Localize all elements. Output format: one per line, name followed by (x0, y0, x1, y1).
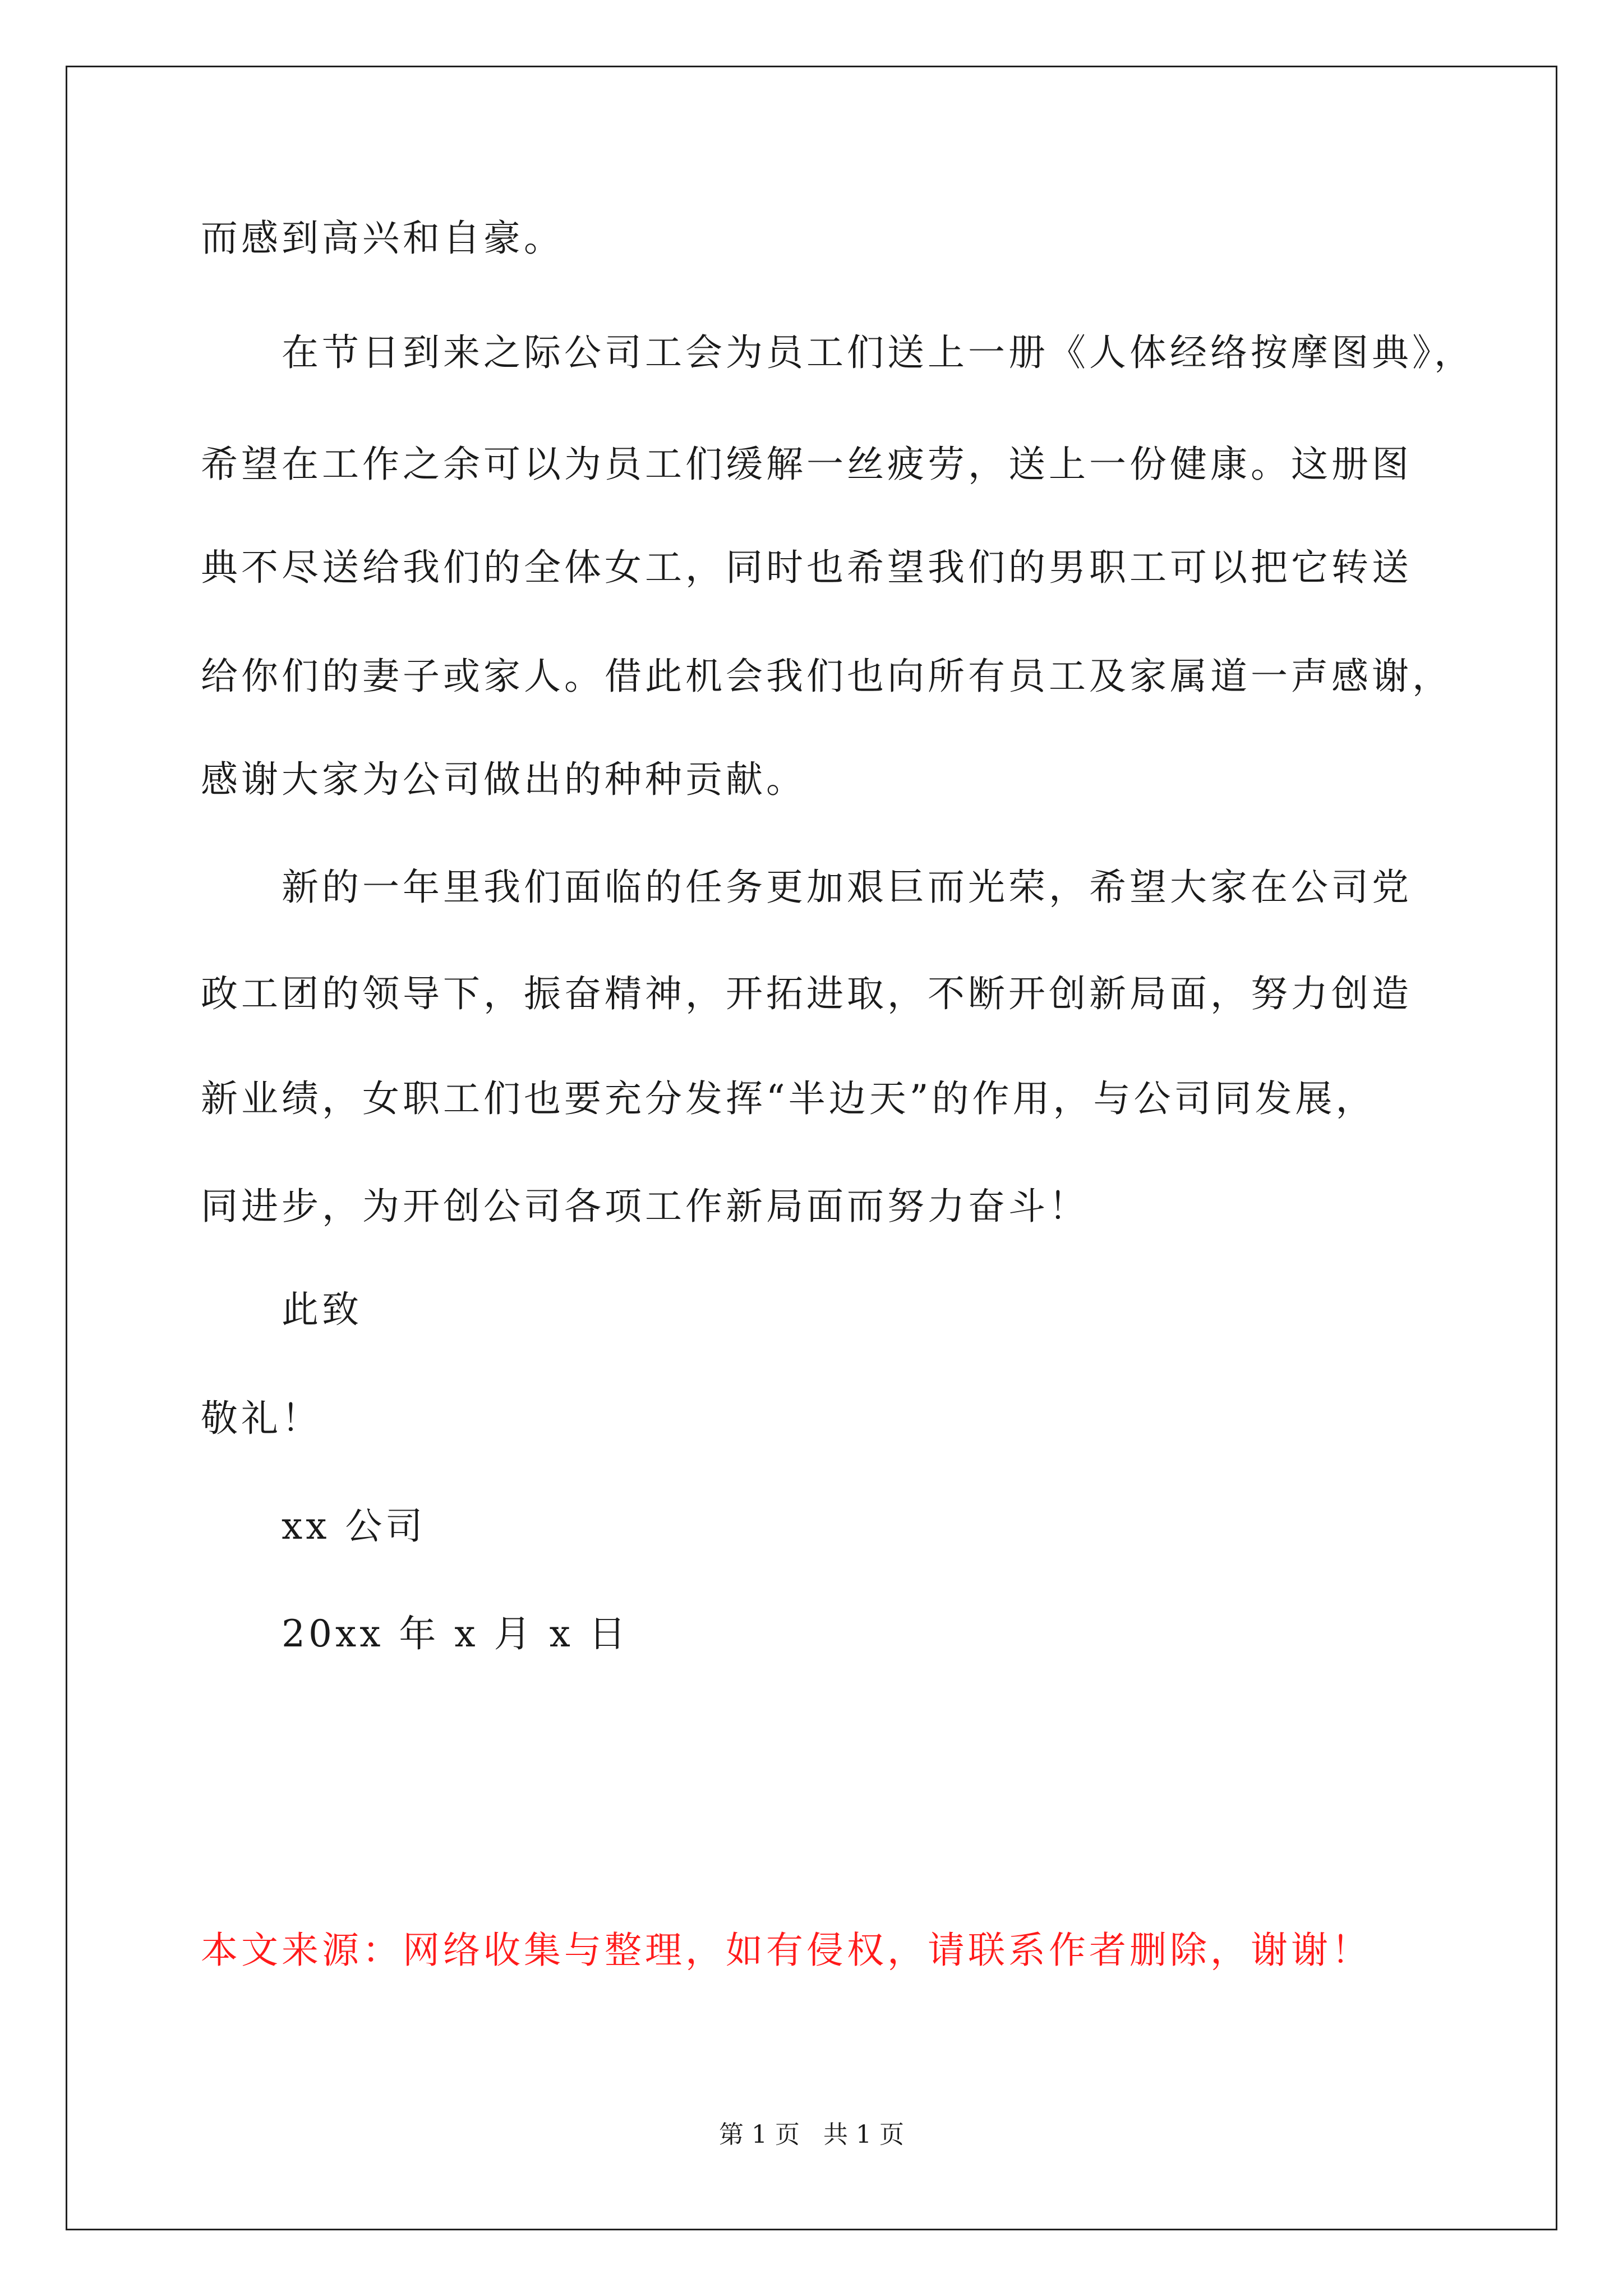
body-line-7: 新的一年里我们面临的任务更加艰巨而光荣，希望大家在公司党 (282, 866, 1412, 909)
body-line-8: 政工团的领导下，振奋精神，开拓进取，不断开创新局面，努力创造 (201, 972, 1412, 1015)
body-line-5: 给你们的妻子或家人。借此机会我们也向所有员工及家属道一声感谢， (201, 655, 1453, 698)
closing-salutation: 此致 (282, 1288, 362, 1331)
closing-regards: 敬礼！ (201, 1397, 322, 1440)
body-line-9: 新业绩，女职工们也要充分发挥“半边天”的作用，与公司同发展， (201, 1077, 1376, 1120)
body-line-2: 在节日到来之际公司工会为员工们送上一册《人体经络按摩图典》， (282, 331, 1474, 374)
body-line-4: 典不尽送给我们的全体女工，同时也希望我们的男职工可以把它转送 (201, 546, 1412, 589)
body-line-1: 而感到高兴和自豪。 (201, 217, 564, 260)
signature-company: xx 公司 (282, 1504, 426, 1548)
page-footer (0, 2119, 1623, 2151)
signature-date: 20xx 年 x 月 x 日 (282, 1612, 629, 1655)
body-line-10: 同进步，为开创公司各项工作新局面而努力奋斗！ (201, 1185, 1089, 1228)
body-line-6: 感谢大家为公司做出的种种贡献。 (201, 758, 806, 801)
page-number: 第 1 页 (719, 2120, 800, 2149)
page-border (66, 66, 1557, 2230)
body-line-3: 希望在工作之余可以为员工们缓解一丝疲劳，送上一份健康。这册图 (201, 443, 1412, 486)
copyright-notice: 本文来源：网络收集与整理，如有侵权，请联系作者删除，谢谢！ (201, 1929, 1372, 1972)
page-total: 共 1 页 (823, 2120, 904, 2149)
